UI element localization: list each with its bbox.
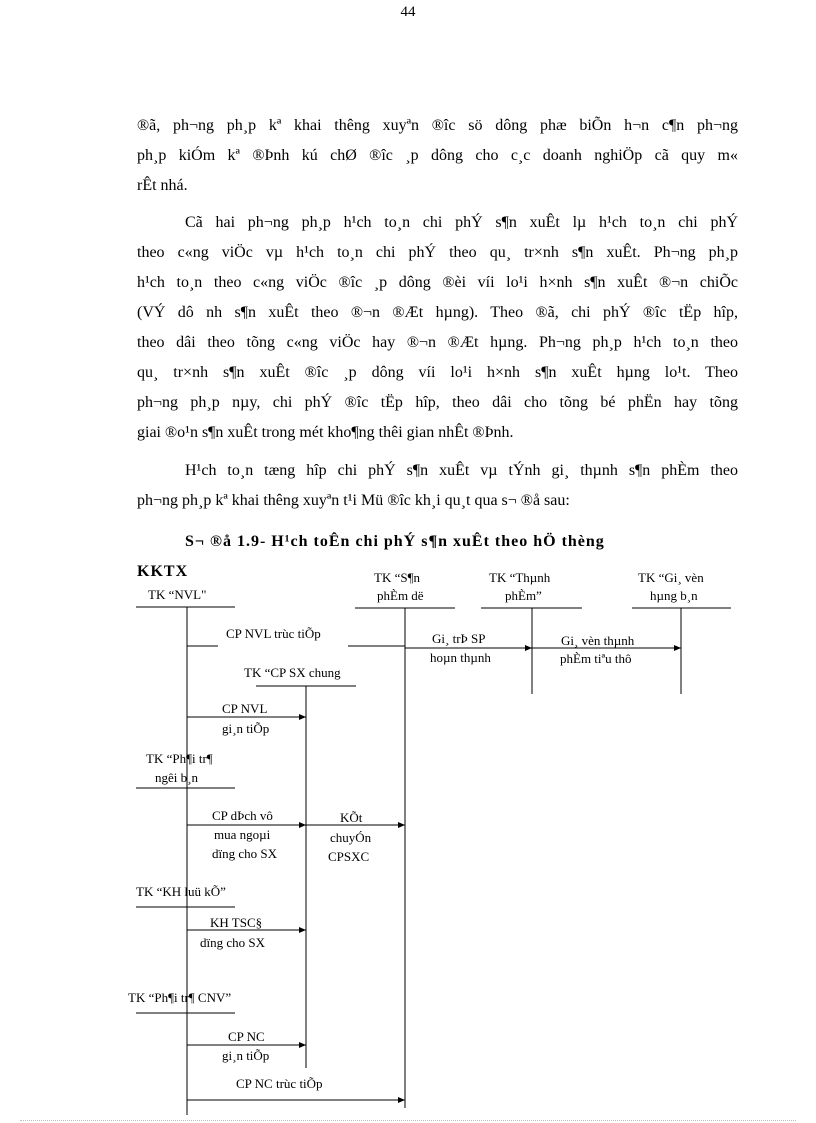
paragraph-line: ph¬ng ph¸p kª khai thêng xuyªn t¹i Mü ®îc kh¸i qu¸t qua s¬ ®å sau: bbox=[137, 492, 570, 509]
flow-label-gia-tri-sp: hoµn thµnh bbox=[430, 650, 491, 665]
paragraph-line: ®ã, ph¬ng ph¸p kª khai thêng xuyªn ®îc sö dông phæ biÕn h¬n c¶n ph¬ng bbox=[137, 117, 738, 134]
flow-label-dich-vu: dïng cho SX bbox=[212, 846, 277, 861]
flow-label-cp-nvl-gian-tiep: gi¸n tiÕp bbox=[222, 721, 270, 736]
paragraph-line: theo dâi theo tõng c«ng viÖc hay ®¬n ®Æt hµng. Ph¬ng ph¸p h¹ch to¸n theo bbox=[137, 334, 738, 351]
flow-label-kh-tscd: KH TSC§ bbox=[210, 915, 263, 930]
flow-label-cp-nvl-gian-tiep: CP NVL bbox=[222, 701, 268, 716]
paragraph-line: theo c«ng viÖc vµ h¹ch to¸n chi phÝ theo qu¸ tr×nh s¶n xuÊt. Ph¬ng ph¸p bbox=[137, 244, 738, 261]
account-label-sp-do-dang: phÈm dë bbox=[377, 588, 424, 603]
paragraph-line: rÊt nhá. bbox=[137, 177, 188, 194]
flow-label-gia-tri-sp: Gi¸ trÞ SP bbox=[432, 631, 486, 646]
page-bottom-border bbox=[20, 1120, 796, 1121]
paragraph-line: giai ®o¹n s¶n xuÊt trong mét kho¶ng thêi gian nhÊt ®Þnh. bbox=[137, 424, 514, 441]
paragraph-line: h¹ch to¸n theo c«ng viÖc ®îc ¸p dông ®èi víi lo¹i h×nh s¶n xuÊt ®¬n chiÕc bbox=[137, 274, 738, 291]
paragraph-line: Cã hai ph¬ng ph¸p h¹ch to¸n chi phÝ s¶n xuÊt lµ h¹ch to¸n chi phÝ bbox=[185, 214, 738, 231]
flow-label-cp-nc-gian-tiep: gi¸n tiÕp bbox=[222, 1048, 270, 1063]
account-label-kh-luy-ke: TK “KH luü kÕ” bbox=[136, 884, 226, 899]
account-label-phai-tra-cnv: TK “Ph¶i tr¶ CNV” bbox=[128, 990, 232, 1005]
account-label-thanh-pham: phÈm” bbox=[505, 588, 542, 603]
flow-label-ket-chuyen: chuyÓn bbox=[330, 830, 372, 845]
account-label-phai-tra-nguoi-ban: TK “Ph¶i tr¶ bbox=[146, 751, 213, 766]
account-label-thanh-pham: TK “Thµnh bbox=[489, 570, 551, 585]
flow-label-dich-vu: mua ngoµi bbox=[214, 827, 271, 842]
account-label-sp-do-dang: TK “S¶n bbox=[374, 570, 420, 585]
flow-label-ket-chuyen: KÕt bbox=[340, 810, 363, 825]
paragraph-line: (VÝ dô nh s¶n xuÊt theo ®¬n ®Æt hµng). Theo ®ã, chi phÝ ®îc tËp hîp, bbox=[137, 304, 738, 321]
flow-label-ket-chuyen: CPSXC bbox=[328, 849, 370, 864]
figure-title-line-1: S¬ ®å 1.9- H¹ch toÊn chi phÝ s¶n xuÊt theo hÖ thèng bbox=[185, 533, 605, 550]
paragraph-line: ph¬ng ph¸p nµy, chi phÝ ®îc tËp hîp, theo dâi cho tõng bé phËn hay tõng bbox=[137, 394, 738, 411]
account-label-nvl: TK “NVL" bbox=[148, 587, 207, 602]
account-label-sx-chung: TK “CP SX chung bbox=[244, 665, 341, 680]
account-label-phai-tra-nguoi-ban: ngêi b¸n bbox=[155, 770, 198, 785]
paragraph-line: ph¸p kiÓm kª ®Þnh kú chØ ®îc ¸p dông cho c¸c doanh nghiÖp cã quy m« bbox=[137, 147, 738, 164]
page-number: 44 bbox=[400, 4, 416, 20]
flow-label-gia-von-tp: Gi¸ vèn thµnh bbox=[561, 633, 635, 648]
account-label-gia-von: hµng b¸n bbox=[650, 588, 698, 603]
flow-label-gia-von-tp: phÈm tiªu thô bbox=[560, 651, 632, 666]
flow-label-cp-nc-gian-tiep: CP NC bbox=[228, 1029, 265, 1044]
paragraph-line: qu¸ tr×nh s¶n xuÊt ®îc ¸p dông víi lo¹i h×nh s¶n xuÊt hµng lo¹t. Theo bbox=[137, 364, 738, 381]
paragraph-line: H¹ch to¸n tæng hîp chi phÝ s¶n xuÊt vµ tÝnh gi¸ thµnh s¶n phÈm theo bbox=[185, 462, 738, 479]
figure-title-line-2: KKTX bbox=[137, 563, 189, 580]
flow-label-kh-tscd: dïng cho SX bbox=[200, 935, 265, 950]
account-label-gia-von: TK “Gi¸ vèn bbox=[638, 570, 704, 585]
flow-label-cp-nc-truc-tiep: CP NC trùc tiÕp bbox=[236, 1076, 323, 1091]
flow-label-dich-vu: CP dÞch vô bbox=[212, 808, 273, 823]
flow-label-cp-nvl-truc-tiep: CP NVL trùc tiÕp bbox=[226, 626, 321, 641]
